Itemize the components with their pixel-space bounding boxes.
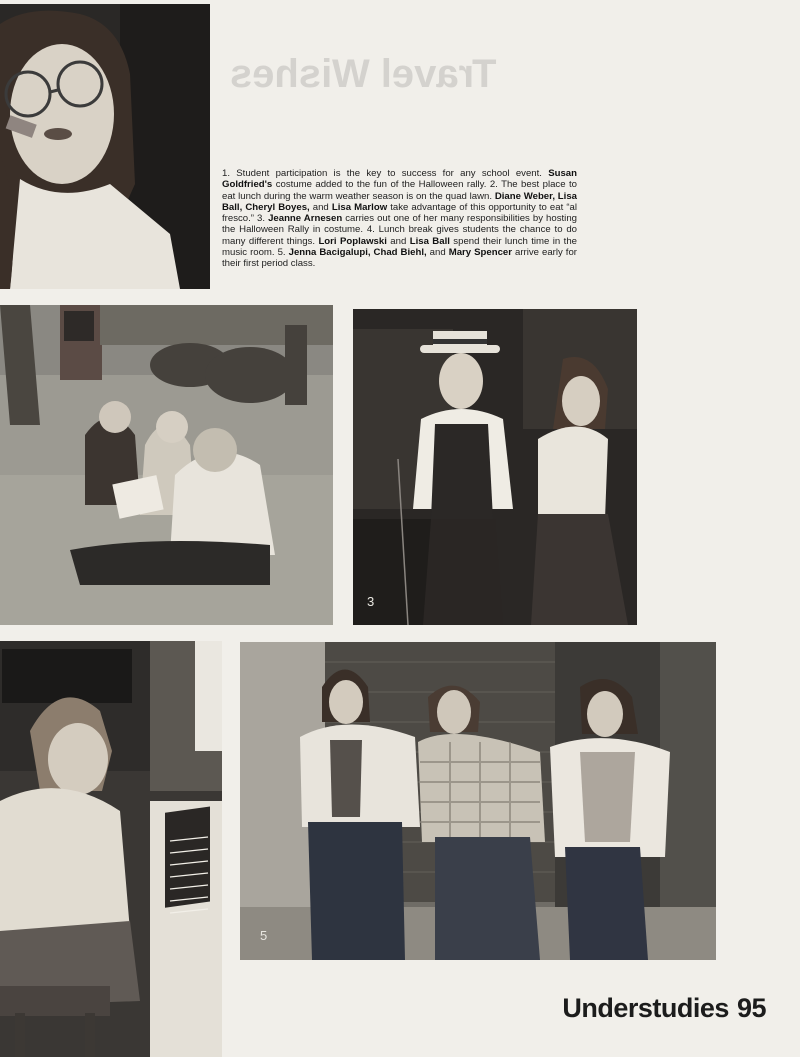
photo-4-music-room [0, 641, 222, 1057]
caption-name: Jeanne Arnesen [268, 213, 343, 225]
caption-name: Susan Goldfried's [222, 168, 577, 191]
caption-text: and [426, 247, 449, 259]
caption-name: Mary Spencer [448, 247, 512, 259]
caption-text: and [386, 235, 410, 247]
caption-text: spend their lunch time in the music room. 5. [222, 235, 577, 259]
page-number: 95 [736, 993, 766, 1023]
caption-text: take advantage of this opportunity to eat “al fresco.” 3. [222, 201, 577, 225]
caption-name: Diane Weber, Lisa Ball, Cheryl Boyes, [222, 190, 577, 213]
photo-number: 5 [260, 928, 268, 943]
photo-1-costume-portrait [0, 4, 210, 289]
photo-3-halloween-rally [353, 309, 637, 625]
caption-name: Lisa Marlow [331, 201, 388, 213]
bleed-through-text: Travel Wishes [230, 52, 497, 96]
caption-text: carries out one of her many responsibilities by hosting the Halloween Rally in costume. 4. Lunch break gives students the chance to do many different things. [222, 213, 577, 247]
caption-name: Lisa Ball [409, 235, 450, 247]
caption-text: costume added to the fun of the Halloween rally. 2. The best place to eat lunch during the warm weather season is on the quad lawn. [222, 179, 577, 202]
caption-name: Lori Poplawski [318, 235, 387, 247]
section-title: Understudies [562, 993, 729, 1023]
caption-text: arrive early for their first period class. [222, 247, 577, 270]
photo-number: 3 [367, 594, 375, 609]
photo-captions [222, 168, 577, 270]
page-folio [562, 993, 766, 1024]
photo-5-early-arrival [240, 642, 716, 960]
caption-name: Jenna Bacigalupi, Chad Biehl, [288, 247, 427, 259]
caption-text: and [309, 201, 332, 213]
photo-2-quad-lawn [0, 305, 333, 625]
caption-text: 1. Student participation is the key to success for any school event. [222, 168, 549, 179]
